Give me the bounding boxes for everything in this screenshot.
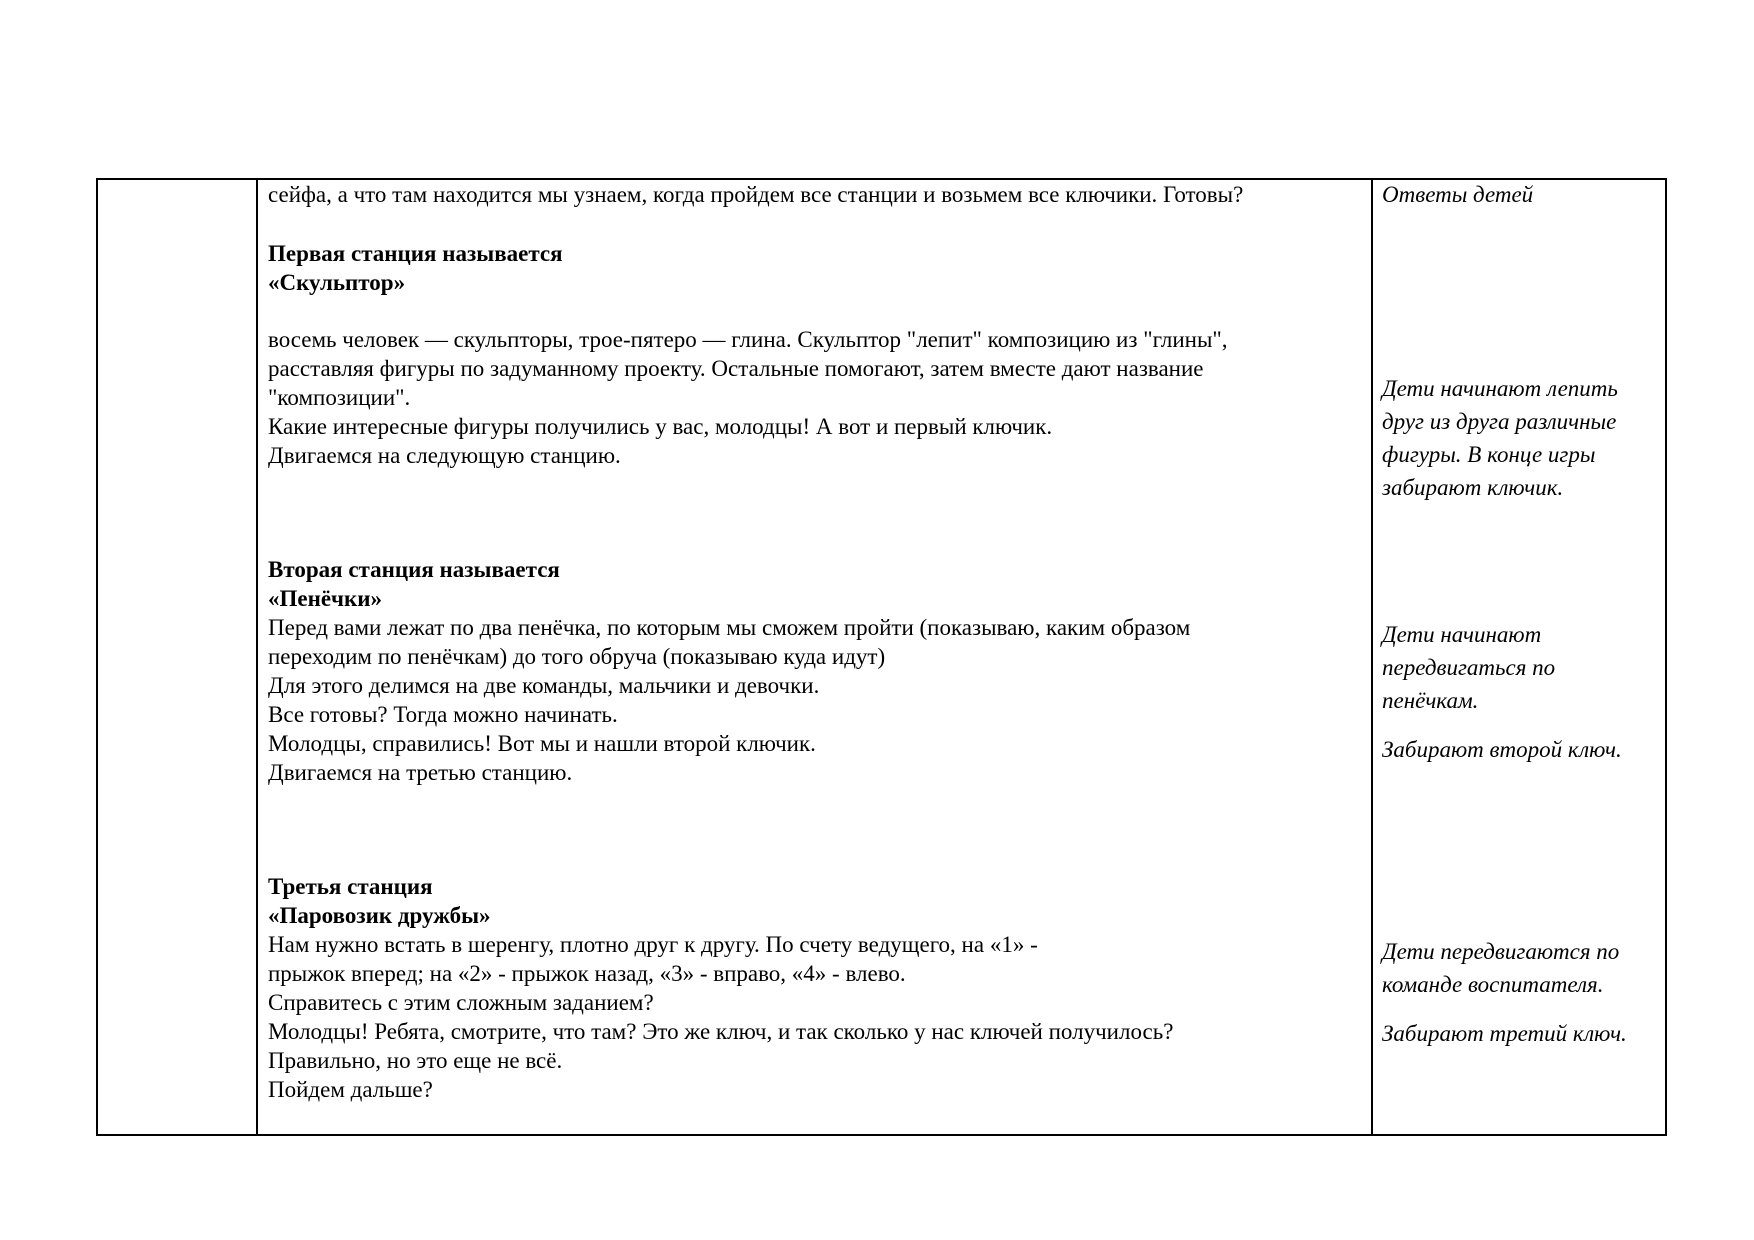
- station1-line: расставляя фигуры по задуманному проекту. Остальные помогают, затем вместе дают название: [268, 356, 1204, 381]
- station2-line: Молодцы, справились! Вот мы и нашли второй ключик.: [268, 731, 816, 756]
- station2-line: Двигаемся на третью станцию.: [268, 760, 573, 785]
- station2-note: передвигаться по: [1382, 655, 1556, 680]
- column-divider-left: [256, 180, 258, 1134]
- station2-note: Дети начинают: [1382, 622, 1542, 647]
- station1-line: Двигаемся на следующую станцию.: [268, 443, 621, 468]
- station1-line: "композиции".: [268, 385, 411, 410]
- station3-note: команде воспитателя.: [1382, 972, 1604, 997]
- station1-name: «Скульптор»: [268, 270, 406, 295]
- station3-line: Правильно, но это еще не всё.: [268, 1048, 563, 1073]
- station1-line: восемь человек — скульпторы, трое-пятеро — глина. Скульптор "лепит" композицию из "глины",: [268, 327, 1228, 352]
- station1-note: Дети начинают лепить: [1382, 376, 1618, 401]
- station2-heading: Вторая станция называется: [268, 557, 560, 582]
- station2-line: Для этого делимся на две команды, мальчики и девочки.: [268, 673, 820, 698]
- station3-line: прыжок вперед; на «2» - прыжок назад, «3» - вправо, «4» - влево.: [268, 961, 906, 986]
- teacher-activity-cell: [268, 180, 1358, 1134]
- station2-key: Забирают второй ключ.: [1382, 737, 1622, 762]
- station3-line: Пойдем дальше?: [268, 1077, 433, 1102]
- station1-heading: Первая станция называется: [268, 241, 563, 266]
- lesson-plan-table: [96, 178, 1667, 1136]
- station2-line: переходим по пенёчкам) до того обруча (показываю куда идут): [268, 644, 886, 669]
- station2-note: пенёчкам.: [1382, 688, 1479, 713]
- station3-line: Нам нужно встать в шеренгу, плотно друг к другу. По счету ведущего, на «1» -: [268, 932, 1038, 957]
- station3-heading: Третья станция: [268, 874, 433, 899]
- column-divider-right: [1371, 180, 1373, 1134]
- station1-note: фигуры. В конце игры: [1382, 442, 1596, 467]
- station2-name: «Пенёчки»: [268, 586, 383, 611]
- station3-note: Дети передвигаются по: [1382, 939, 1620, 964]
- station1-note: забирают ключик.: [1382, 475, 1564, 500]
- station3-key: Забирают третий ключ.: [1382, 1021, 1627, 1046]
- station3-name: «Паровозик дружбы»: [268, 903, 491, 928]
- intro-text: сейфа, а что там находится мы узнаем, когда пройдем все станции и возьмем все ключики. Готовы?: [268, 182, 1244, 207]
- station2-line: Перед вами лежат по два пенёчка, по которым мы сможем пройти (показываю, каким образом: [268, 615, 1191, 640]
- children-activity-cell: [1382, 180, 1662, 1134]
- station3-line: Молодцы! Ребята, смотрите, что там? Это же ключ, и так сколько у нас ключей получилось?: [268, 1019, 1174, 1044]
- station1-line: Какие интересные фигуры получились у вас, молодцы! А вот и первый ключик.: [268, 414, 1053, 439]
- children-answers: Ответы детей: [1382, 182, 1534, 207]
- station1-note: друг из друга различные: [1382, 409, 1617, 434]
- station2-line: Все готовы? Тогда можно начинать.: [268, 702, 618, 727]
- station3-line: Справитесь с этим сложным заданием?: [268, 990, 654, 1015]
